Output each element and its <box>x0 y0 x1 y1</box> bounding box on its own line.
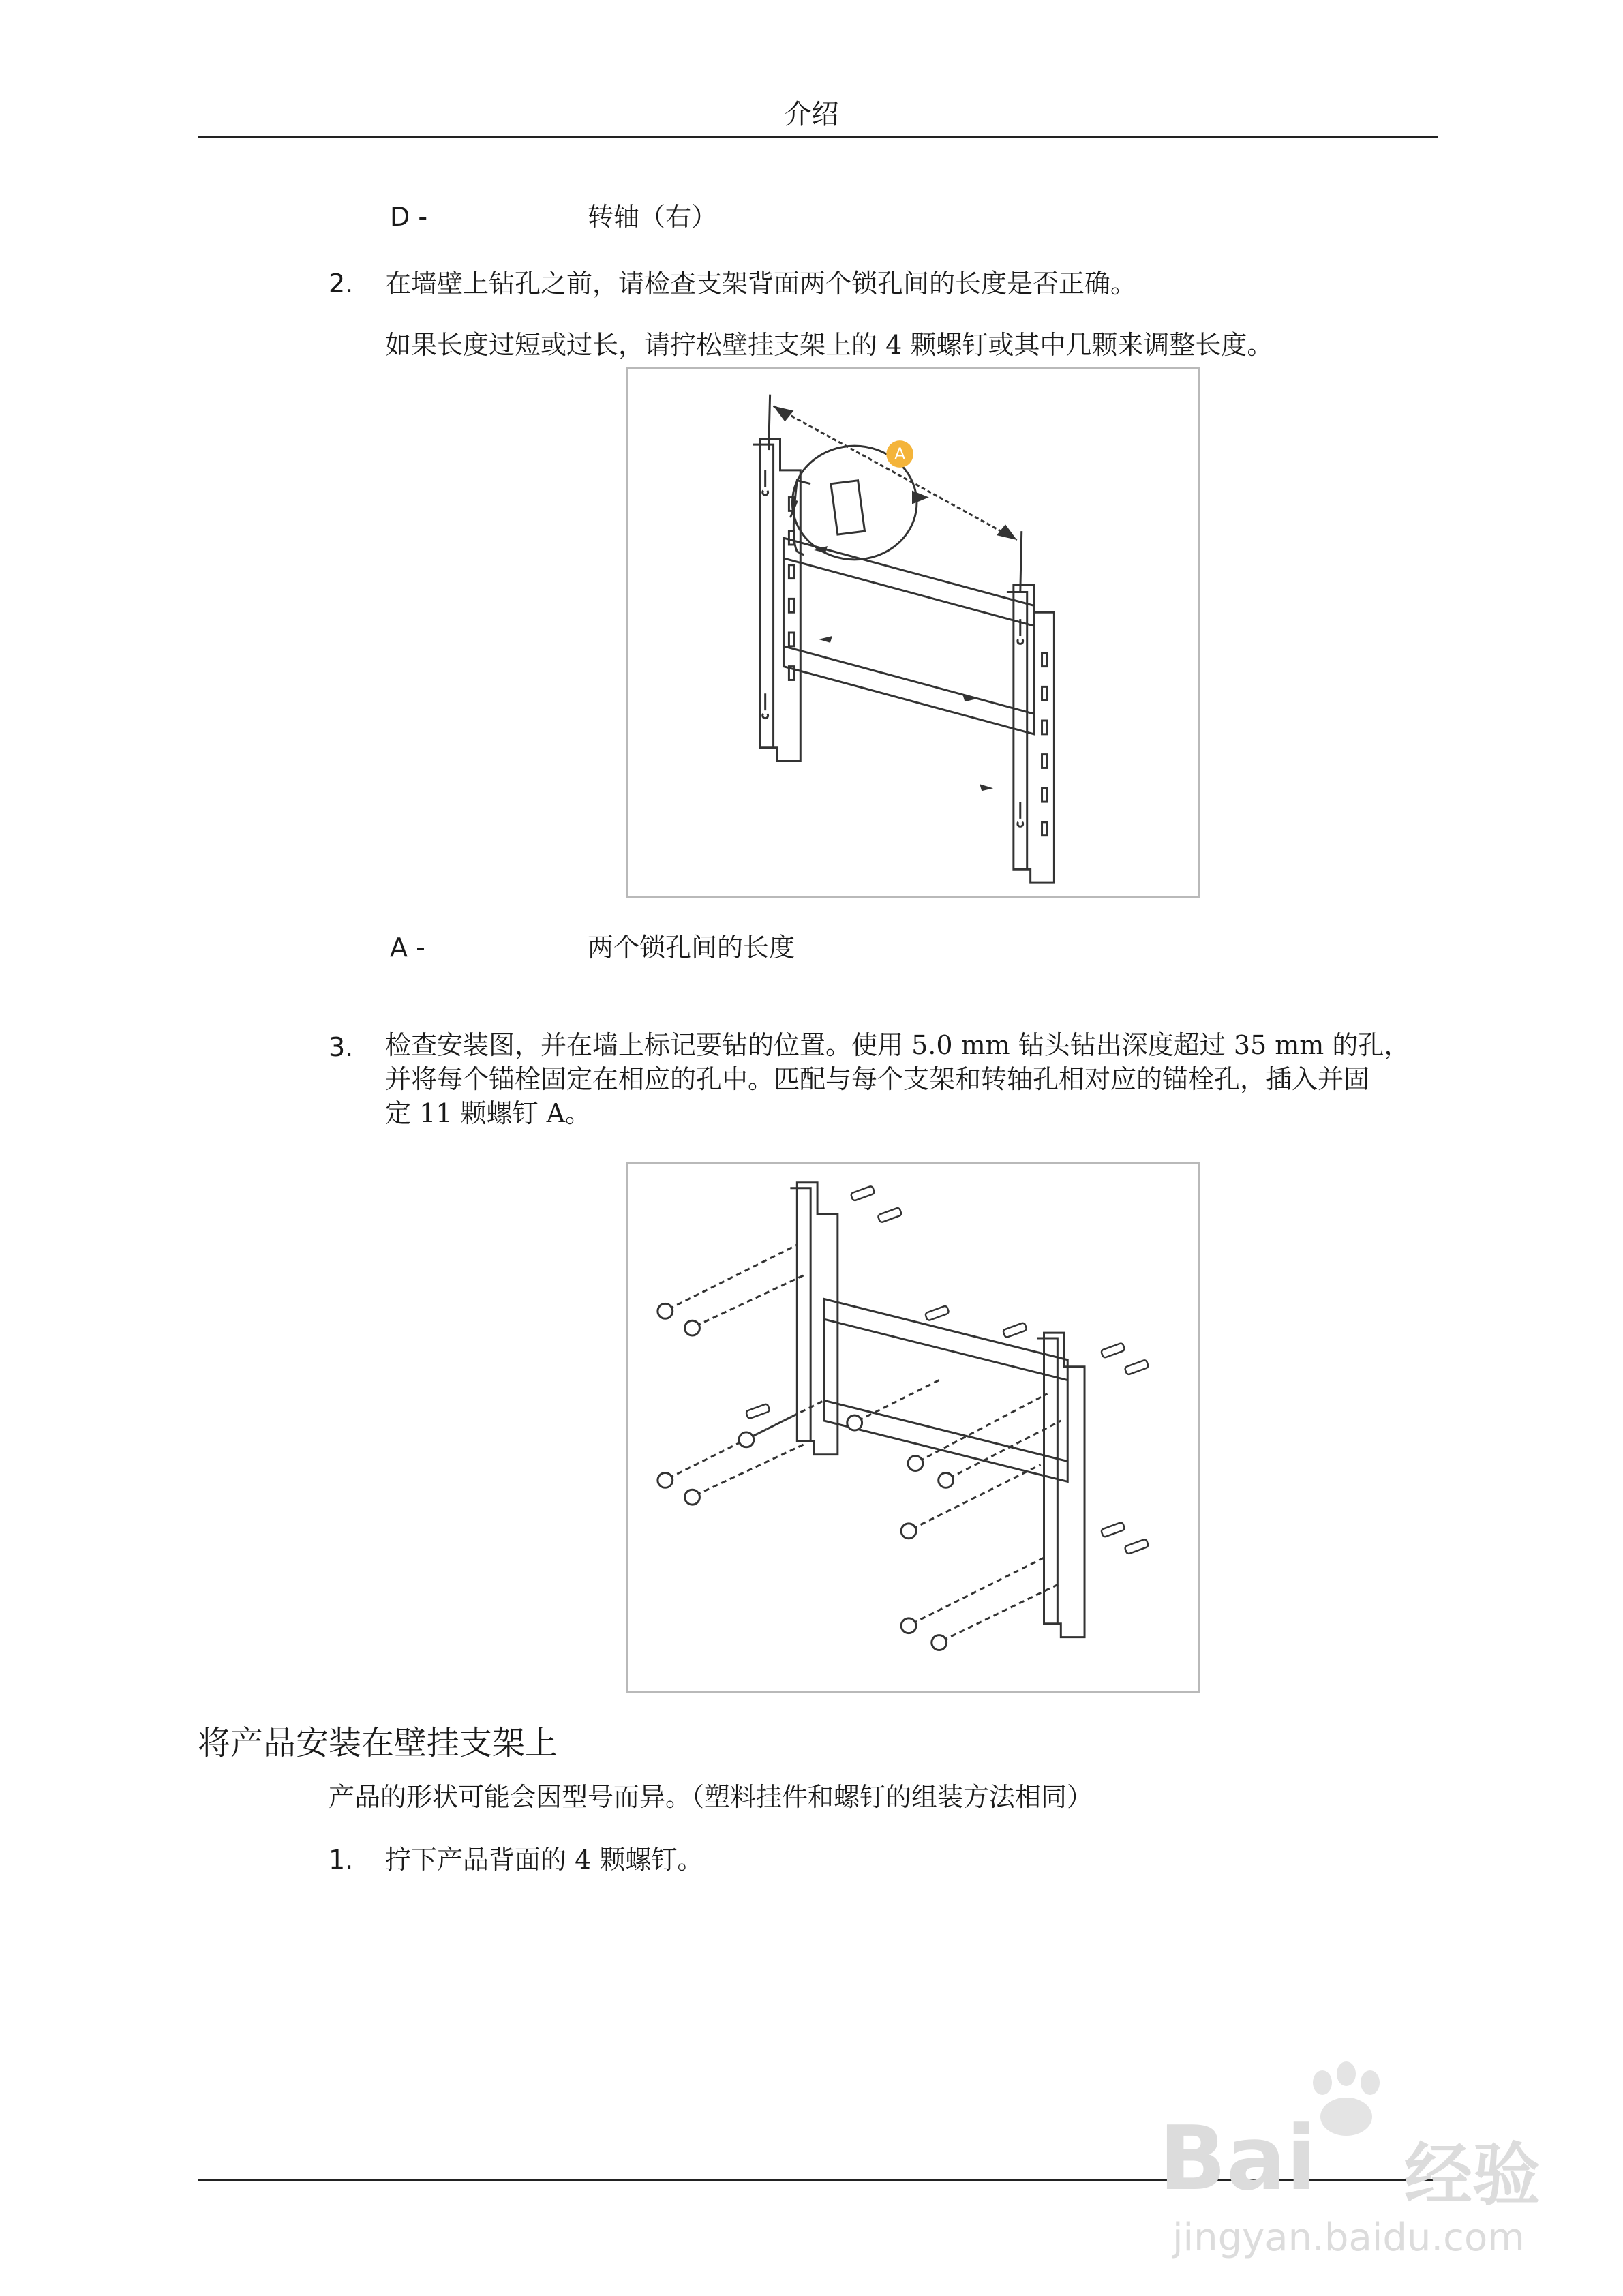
screw <box>685 1445 804 1505</box>
left-rail <box>797 1183 838 1455</box>
slot <box>1042 788 1048 802</box>
anchor <box>925 1305 950 1321</box>
anchor-group <box>746 1185 1149 1554</box>
screw <box>901 1556 1047 1633</box>
step-2-text: 在墙壁上钻孔之前，请检查支架背面两个锁孔间的长度是否正确。 <box>385 269 1137 299</box>
slot <box>789 599 794 612</box>
slot <box>1042 755 1048 768</box>
dimension-extension-right <box>1020 531 1022 592</box>
keyhole <box>763 693 768 718</box>
anchor <box>851 1185 875 1201</box>
step-3-line: 检查安装图，并在墙上标记要钻的位置。使用 5.0 mm 钻头钻出深度超过 35 mm 的孔， <box>385 1030 1410 1060</box>
screw <box>685 1275 804 1335</box>
anchor <box>877 1207 902 1223</box>
slot <box>1042 721 1048 734</box>
definition-value-a: 两个锁孔间的长度 <box>588 933 795 963</box>
slot <box>1042 653 1048 667</box>
watermark-url: jingyan.baidu.com <box>1172 2216 1525 2260</box>
screw <box>658 1245 797 1318</box>
slot <box>1042 822 1048 836</box>
anchor <box>746 1404 770 1419</box>
slot <box>789 633 794 646</box>
slot <box>1042 686 1048 700</box>
left-rail-edge <box>753 444 774 748</box>
screw-install-diagram <box>628 1164 1198 1691</box>
detail-arrow <box>912 491 929 504</box>
screw <box>847 1380 939 1430</box>
anchor <box>1003 1323 1027 1338</box>
anchor <box>1125 1359 1149 1375</box>
section-title: 将产品安装在壁挂支架上 <box>198 1724 558 1762</box>
screw-group <box>658 1245 1061 1650</box>
screw <box>901 1465 1040 1539</box>
screw <box>932 1583 1061 1650</box>
horizontal-plate <box>824 1299 1067 1481</box>
dimension-extension-left <box>769 395 770 450</box>
keyhole <box>1018 802 1023 826</box>
page-header-title: 介绍 <box>784 99 839 130</box>
figure-bracket-length <box>626 367 1200 898</box>
bracket-length-diagram <box>628 369 1198 896</box>
baidu-watermark <box>1159 2059 1568 2263</box>
definition-value-d: 转轴（右） <box>588 202 718 232</box>
step-3-line: 定 11 颗螺钉 A。 <box>385 1098 592 1128</box>
section-step-1-number: 1. <box>329 1845 354 1875</box>
callout-a-label: A <box>894 444 906 464</box>
dimension-line-a <box>774 406 1017 540</box>
dimension-arrow-right <box>997 524 1017 540</box>
definition-key-a: A - <box>390 933 425 963</box>
detail-part <box>831 481 865 534</box>
step-2-note: 如果长度过短或过长，请拧松壁挂支架上的 4 颗螺钉或其中几颗来调整长度。 <box>385 330 1273 360</box>
section-intro: 产品的形状可能会因型号而异。（塑料挂件和螺钉的组装方法相同） <box>329 1782 1093 1812</box>
section-step-1-text: 拧下产品背面的 4 颗螺钉。 <box>385 1845 703 1875</box>
step-3-line: 并将每个锚栓固定在相应的孔中。匹配与每个支架和转轴孔相对应的锚栓孔，插入并固 <box>385 1064 1370 1094</box>
dimension-arrow-left <box>774 406 794 422</box>
watermark-brand: Bai <box>1159 2106 1317 2210</box>
definition-key-d: D - <box>390 202 428 232</box>
header-rule <box>198 136 1438 138</box>
keyhole <box>763 470 768 495</box>
step-3-body <box>385 1028 1448 1130</box>
figure-bracket-screws <box>626 1162 1200 1693</box>
anchor <box>1101 1343 1125 1359</box>
watermark-brand-suffix: 经验 <box>1404 2135 1541 2215</box>
anchor <box>1125 1539 1149 1554</box>
anchor <box>1101 1522 1125 1537</box>
step-3-number: 3. <box>329 1032 354 1062</box>
step-2-number: 2. <box>329 269 354 299</box>
slot <box>789 565 794 579</box>
